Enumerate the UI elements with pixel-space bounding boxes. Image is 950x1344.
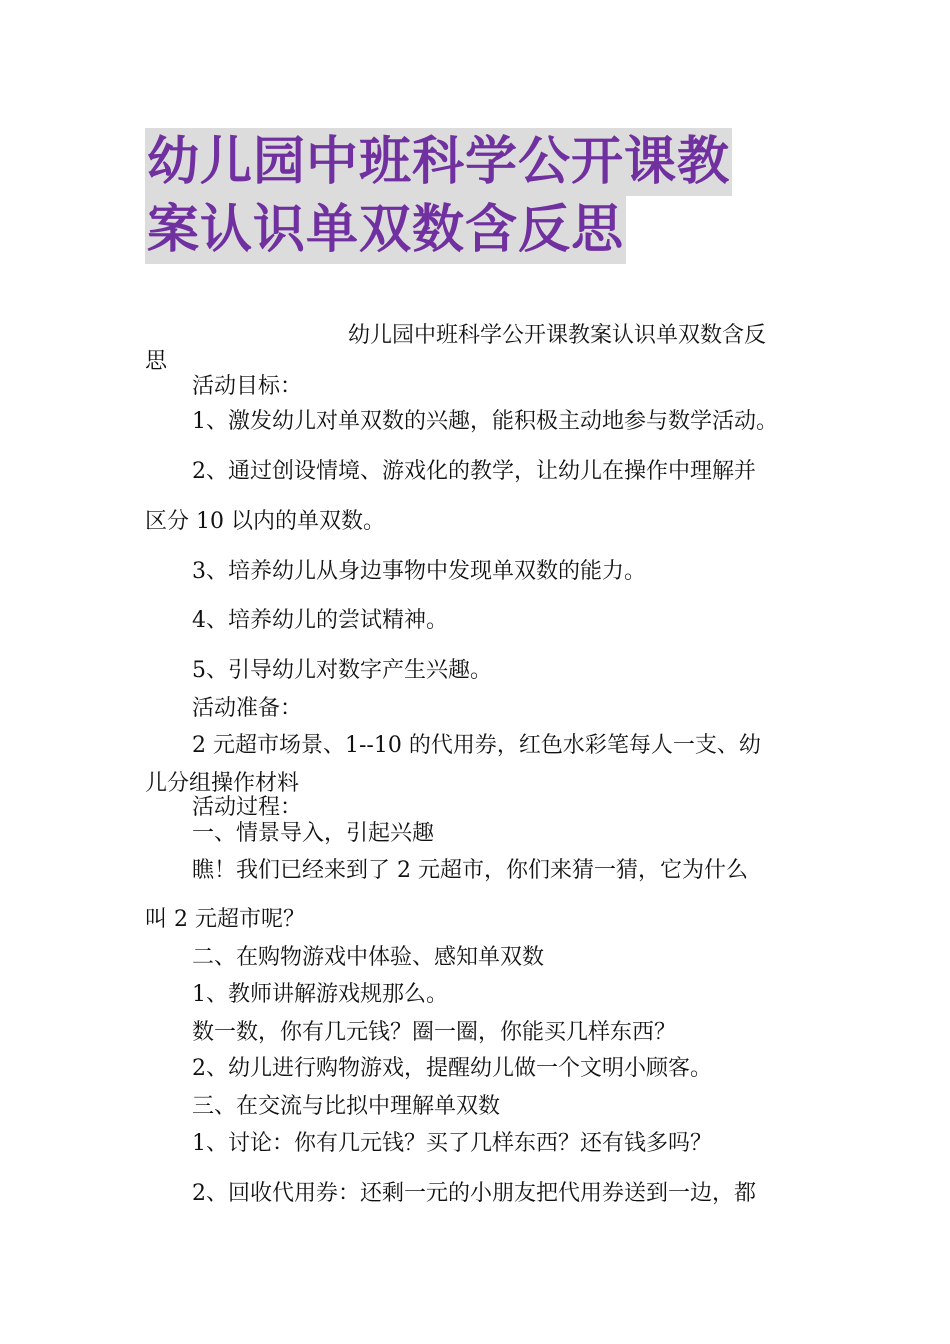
goal-1: 1、激发幼儿对单双数的兴趣，能积极主动地参与数学活动。: [192, 409, 778, 434]
title-line-2: 案认识单双数含反思: [145, 196, 626, 264]
prep-line-2: 儿分组操作材料: [145, 771, 300, 796]
step-2-heading: 二、在购物游戏中体验、感知单双数: [192, 945, 545, 970]
goals-heading: 活动目标：: [192, 374, 303, 399]
goal-5: 5、引导幼儿对数字产生兴趣。: [192, 658, 492, 683]
step-2-question: 数一数，你有几元钱？圈一圈，你能买几样东西？: [192, 1020, 677, 1045]
step-3-item-2: 2、回收代用券：还剩一元的小朋友把代用券送到一边，都: [192, 1181, 756, 1206]
prep-heading: 活动准备：: [192, 696, 303, 721]
title-line-1: 幼儿园中班科学公开课教: [145, 128, 732, 196]
step-3-item-1: 1、讨论：你有几元钱？买了几样东西？还有钱多吗？: [192, 1131, 712, 1156]
prep-line-1: 2 元超市场景、1--10 的代用券，红色水彩笔每人一支、幼: [192, 733, 761, 758]
step-1-line-2: 叫 2 元超市呢？: [145, 907, 305, 932]
step-1-heading: 一、情景导入，引起兴趣: [192, 821, 435, 846]
goal-4: 4、培养幼儿的尝试精神。: [192, 608, 448, 633]
subtitle-line-2: 思: [145, 349, 168, 374]
document-title: [145, 128, 825, 264]
goal-3: 3、培养幼儿从身边事物中发现单双数的能力。: [192, 559, 646, 584]
step-3-heading: 三、在交流与比拟中理解单双数: [192, 1094, 501, 1119]
step-2-item-2: 2、幼儿进行购物游戏，提醒幼儿做一个文明小顾客。: [192, 1056, 712, 1081]
step-2-item-1: 1、教师讲解游戏规那么。: [192, 982, 448, 1007]
goal-2-line-1: 2、通过创设情境、游戏化的教学，让幼儿在操作中理解并: [192, 459, 756, 484]
step-1-line-1: 瞧！我们已经来到了 2 元超市，你们来猜一猜，它为什么: [192, 858, 748, 883]
goal-2-line-2: 区分 10 以内的单双数。: [145, 509, 385, 534]
subtitle-line-1: 幼儿园中班科学公开课教案认识单双数含反: [348, 323, 767, 348]
process-heading: 活动过程：: [192, 795, 303, 820]
